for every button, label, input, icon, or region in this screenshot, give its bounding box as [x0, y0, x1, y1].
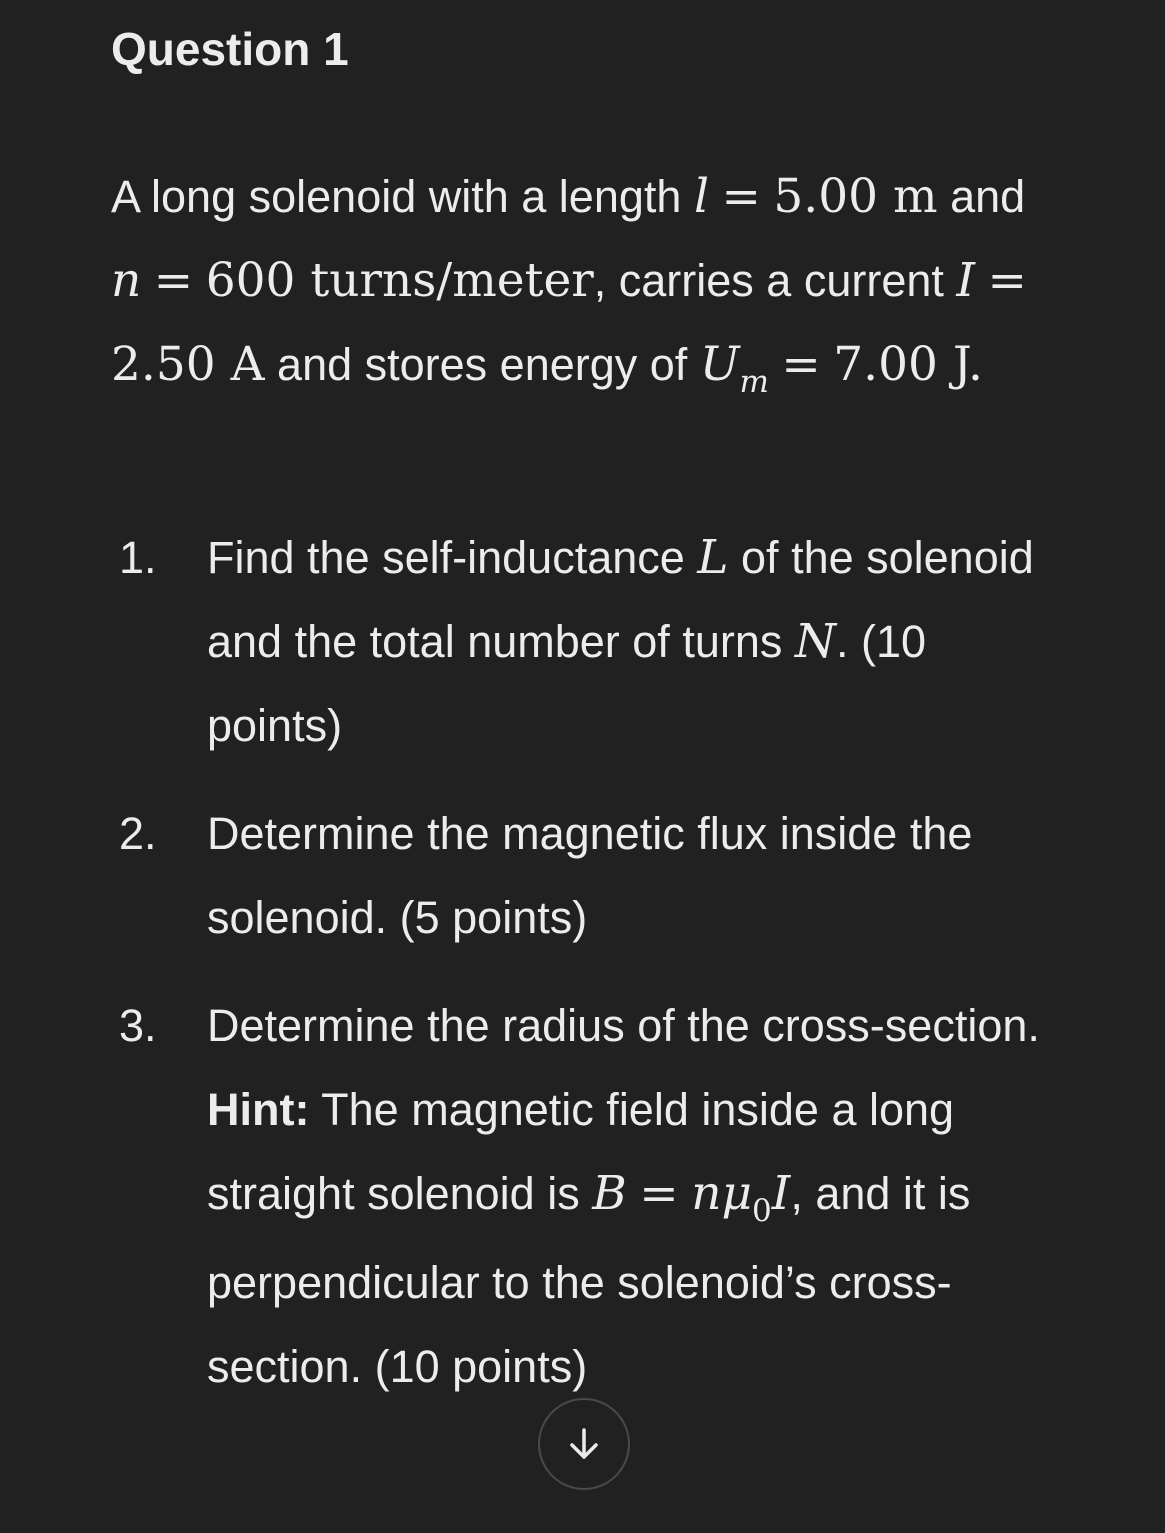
intro-text: and stores energy of — [277, 339, 688, 390]
length-value: 5.00 m — [773, 169, 938, 224]
turn-density-variable: n — [111, 253, 142, 308]
list-number: 2. — [119, 808, 157, 859]
field-variable: B — [592, 1166, 627, 1221]
equals-sign: = — [781, 337, 821, 392]
turn-density-variable: n — [691, 1166, 722, 1221]
equals-sign: = — [639, 1166, 679, 1221]
item-text: , and it is perpendicular to the solenoid’s cross-section. (10 points) — [207, 1168, 971, 1392]
field-formula — [691, 1166, 791, 1229]
intro-text: and — [950, 171, 1026, 222]
equals-sign: = — [721, 169, 761, 224]
energy-variable: U — [699, 337, 740, 392]
current-value: 2.50 A — [111, 337, 265, 392]
arrow-down-icon — [564, 1424, 604, 1464]
list-item-text — [207, 792, 1067, 960]
question-title: Question 1 — [111, 23, 349, 75]
turn-density-value: 600 turns/meter — [205, 253, 594, 308]
current-variable: I — [771, 1166, 791, 1221]
item-text: Find the self-inductance — [207, 532, 685, 583]
current-variable: I — [956, 253, 975, 308]
item-text: of the solenoid and the total number of turns — [207, 532, 1034, 667]
turns-variable: N — [794, 614, 836, 669]
intro-text: , carries a current — [593, 255, 944, 306]
question-intro — [111, 155, 1061, 412]
item-text: Determine the radius of the cross-section. — [207, 1000, 1040, 1051]
equals-sign: = — [987, 253, 1027, 308]
length-variable: l — [693, 169, 709, 224]
list-number: 3. — [119, 1000, 157, 1051]
list-item-text — [207, 516, 1067, 768]
permeability-subscript: 0 — [752, 1193, 772, 1229]
inductance-variable: L — [697, 530, 729, 585]
equals-sign: = — [153, 253, 194, 308]
permeability-variable: μ — [721, 1166, 753, 1221]
energy-value: 7.00 J. — [833, 337, 984, 392]
scroll-down-button[interactable] — [538, 1398, 630, 1490]
item-text: The magnetic field inside a long straight solenoid is — [207, 1084, 955, 1219]
item-text: . (10 points) — [207, 616, 927, 751]
list-number: 1. — [119, 532, 157, 583]
energy-subscript: m — [739, 364, 769, 400]
energy-symbol — [699, 337, 769, 400]
intro-text: A long solenoid with a length — [111, 171, 682, 222]
list-item-text — [207, 984, 1067, 1409]
item-text: Determine the magnetic flux inside the solenoid. (5 points) — [207, 808, 973, 943]
hint-label: Hint: — [207, 1084, 310, 1135]
